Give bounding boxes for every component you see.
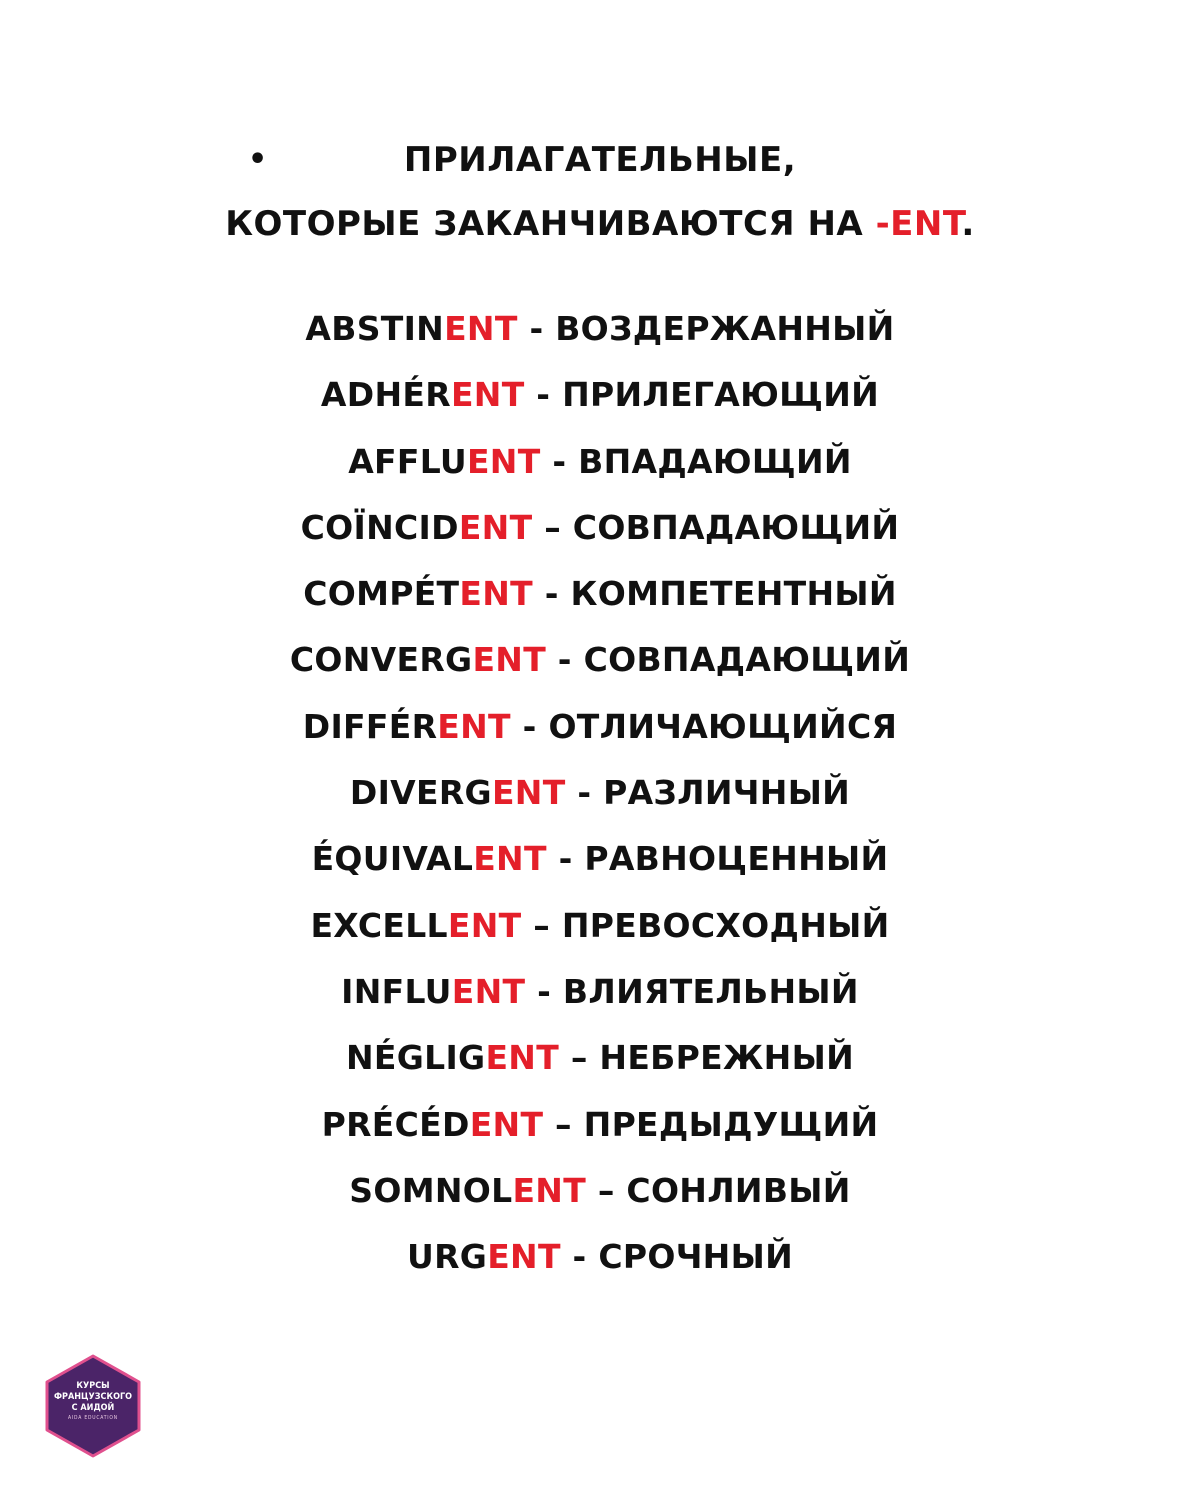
translation: КОМПЕТЕНТНЫЙ	[570, 574, 897, 614]
word-ending: ENT	[466, 441, 541, 481]
heading-prefix: КОТОРЫЕ ЗАКАНЧИВАЮТСЯ НА	[225, 204, 876, 244]
list-item	[0, 826, 1200, 892]
list-item	[0, 694, 1200, 760]
word-ending: ENT	[451, 971, 526, 1011]
logo-line-1: КУРСЫ	[76, 1381, 110, 1391]
separator: –	[559, 1038, 600, 1078]
word-stem: NÉGLIG	[346, 1038, 486, 1078]
separator: -	[546, 640, 584, 680]
separator: –	[543, 1104, 584, 1144]
heading-title: ПРИЛАГАТЕЛЬНЫЕ,	[403, 140, 797, 180]
translation: СОВПАДАЮЩИЙ	[583, 640, 911, 680]
separator: -	[560, 1237, 599, 1277]
list-item	[0, 1092, 1200, 1158]
list-item	[0, 495, 1200, 561]
word-stem: COÏNCID	[300, 507, 459, 547]
separator: -	[540, 441, 579, 481]
logo-line-2: ФРАНЦУЗСКОГО	[54, 1392, 132, 1402]
list-item	[0, 627, 1200, 693]
translation: СОВПАДАЮЩИЙ	[572, 507, 900, 547]
vocabulary-list	[0, 296, 1200, 1290]
logo-text	[44, 1381, 142, 1423]
list-item	[0, 1158, 1200, 1224]
word-stem: PRÉCÉD	[321, 1104, 470, 1144]
word-stem: ÉQUIVAL	[311, 839, 474, 879]
list-item	[0, 362, 1200, 428]
translation: РАВНОЦЕННЫЙ	[584, 839, 889, 879]
word-ending: ENT	[450, 375, 525, 415]
word-stem: DIFFÉR	[302, 706, 438, 746]
word-ending: ENT	[458, 507, 533, 547]
translation: ВЛИЯТЕЛЬНЫЙ	[562, 971, 859, 1011]
translation: ПРЕДЫДУЩИЙ	[583, 1104, 879, 1144]
separator: -	[546, 839, 585, 879]
bullet-icon: •	[248, 142, 268, 177]
heading-accent-ending: -ENT	[875, 204, 962, 244]
list-item	[0, 296, 1200, 362]
separator: –	[521, 905, 562, 945]
translation: СОНЛИВЫЙ	[626, 1170, 851, 1210]
list-item	[0, 760, 1200, 826]
separator: –	[586, 1170, 627, 1210]
separator: -	[517, 309, 556, 348]
word-stem: INFLU	[341, 971, 452, 1011]
logo-line-3: С АИДОЙ	[71, 1403, 115, 1413]
translation: ОТЛИЧАЮЩИЙСЯ	[548, 706, 898, 746]
word-ending: ENT	[491, 773, 566, 813]
word-ending: ENT	[487, 1237, 561, 1277]
translation: ВПАДАЮЩИЙ	[578, 441, 852, 481]
word-stem: ABSTIN	[305, 309, 445, 348]
page-heading	[0, 128, 1200, 256]
word-stem: CONVERG	[289, 640, 473, 680]
word-ending: ENT	[473, 839, 547, 879]
heading-suffix: .	[961, 204, 975, 244]
word-stem: DIVERG	[349, 773, 492, 813]
word-stem: URG	[406, 1237, 488, 1277]
word-stem: EXCELL	[310, 905, 448, 945]
word-ending: ENT	[444, 309, 518, 348]
translation: ВОЗДЕРЖАННЫЙ	[555, 309, 895, 348]
translation: НЕБРЕЖНЫЙ	[599, 1038, 854, 1078]
word-ending: ENT	[469, 1104, 544, 1144]
word-stem: SOMNOL	[349, 1170, 513, 1210]
word-ending: ENT	[447, 905, 522, 945]
translation: СРОЧНЫЙ	[598, 1237, 793, 1277]
separator: -	[525, 971, 563, 1011]
list-item	[0, 429, 1200, 495]
separator: -	[532, 574, 571, 614]
list-item	[0, 561, 1200, 627]
word-ending: ENT	[459, 574, 533, 614]
list-item	[0, 1025, 1200, 1091]
word-ending: ENT	[485, 1038, 560, 1078]
separator: –	[532, 507, 573, 547]
translation: ПРИЛЕГАЮЩИЙ	[562, 375, 880, 415]
list-item	[0, 1224, 1200, 1290]
word-stem: COMPÉT	[303, 574, 460, 614]
translation: РАЗЛИЧНЫЙ	[603, 773, 851, 813]
list-item	[0, 959, 1200, 1025]
heading-line-2	[0, 192, 1200, 256]
word-ending: ENT	[512, 1170, 587, 1210]
translation: ПРЕВОСХОДНЫЙ	[561, 905, 890, 945]
separator: -	[524, 375, 563, 415]
word-ending: ENT	[437, 706, 511, 746]
heading-line-1	[0, 128, 1200, 192]
word-ending: ENT	[472, 640, 547, 680]
logo-subtitle: AIDA EDUCATION	[68, 1415, 118, 1421]
list-item	[0, 893, 1200, 959]
separator: -	[565, 773, 604, 813]
word-stem: AFFLU	[348, 441, 467, 481]
separator: -	[510, 706, 549, 746]
word-stem: ADHÉR	[320, 375, 451, 415]
